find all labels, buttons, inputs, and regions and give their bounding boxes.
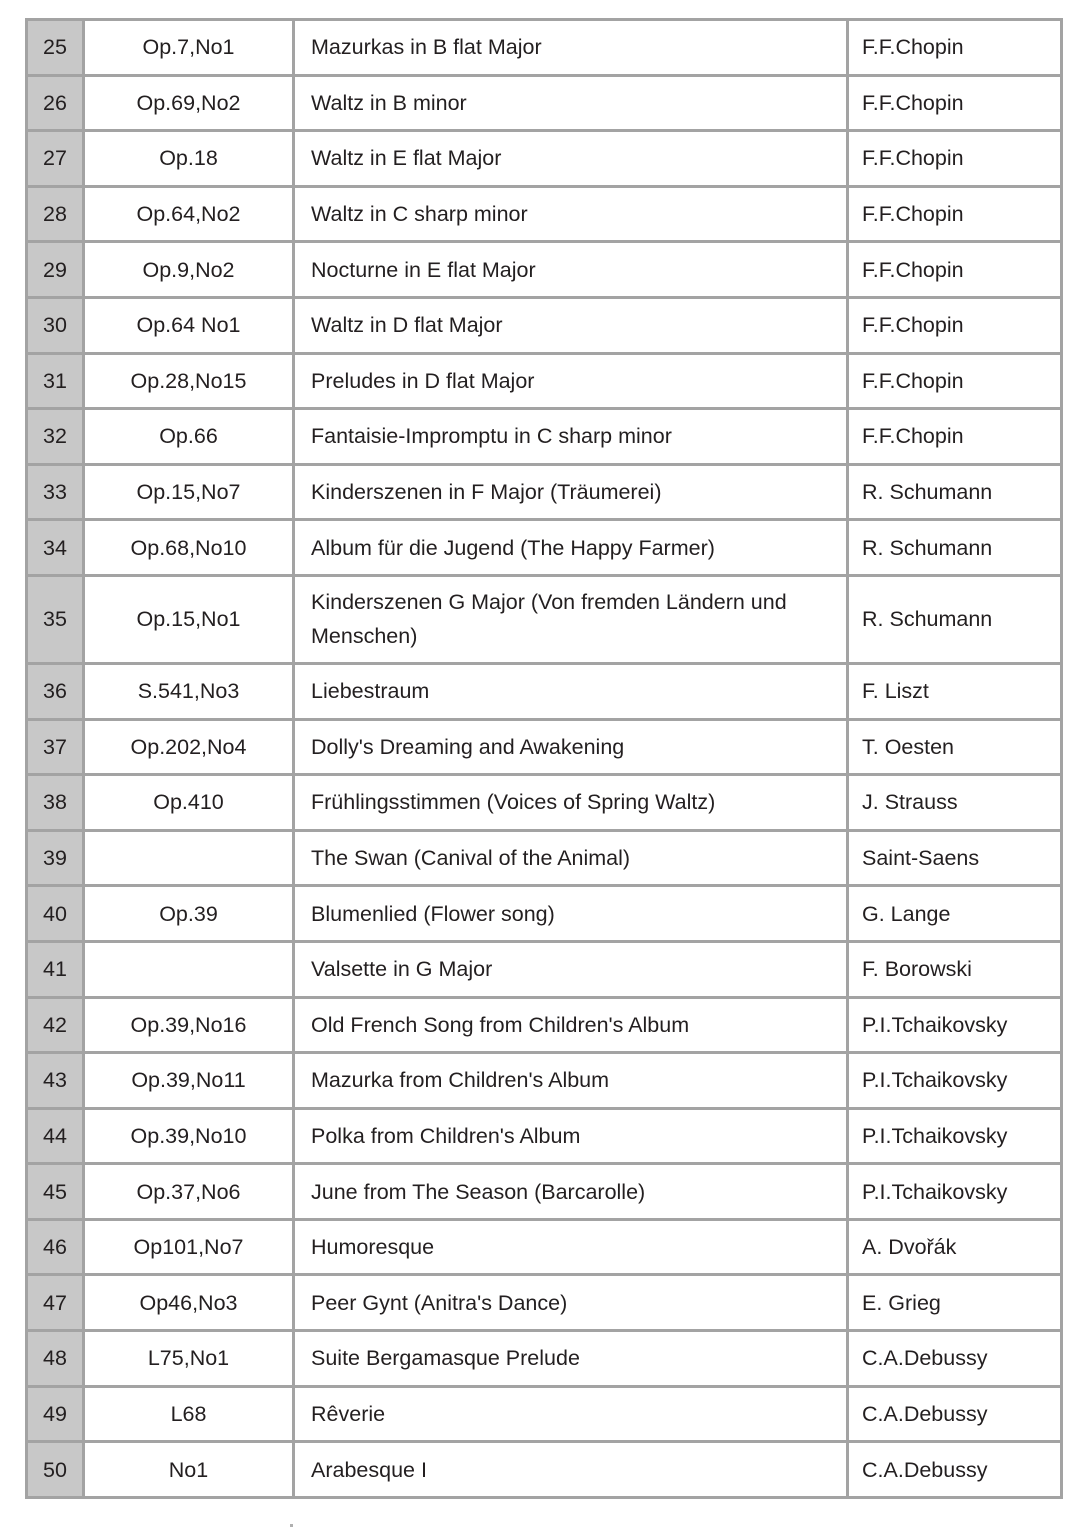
song-number: 29 bbox=[27, 242, 84, 298]
song-title: Waltz in C sharp minor bbox=[294, 186, 848, 242]
song-number: 39 bbox=[27, 830, 84, 886]
composer: F. Borowski bbox=[848, 941, 1062, 997]
song-title: Humoresque bbox=[294, 1219, 848, 1275]
table-row bbox=[27, 297, 1062, 353]
composer: F.F.Chopin bbox=[848, 131, 1062, 187]
opus-number: Op.9,No2 bbox=[84, 242, 294, 298]
composer: F.F.Chopin bbox=[848, 75, 1062, 131]
composer: F.F.Chopin bbox=[848, 242, 1062, 298]
table-row bbox=[27, 409, 1062, 465]
table-row bbox=[27, 1219, 1062, 1275]
table-row bbox=[27, 575, 1062, 663]
song-number: 44 bbox=[27, 1108, 84, 1164]
opus-number: Op.39,No11 bbox=[84, 1053, 294, 1109]
song-list-table bbox=[25, 18, 1063, 1499]
song-number: 31 bbox=[27, 353, 84, 409]
song-title: Mazurkas in B flat Major bbox=[294, 20, 848, 76]
opus-number: Op101,No7 bbox=[84, 1219, 294, 1275]
opus-number: Op.28,No15 bbox=[84, 353, 294, 409]
song-title: Fantaisie-Impromptu in C sharp minor bbox=[294, 409, 848, 465]
song-number: 30 bbox=[27, 297, 84, 353]
opus-number: Op.69,No2 bbox=[84, 75, 294, 131]
song-title: Nocturne in E flat Major bbox=[294, 242, 848, 298]
opus-number: Op46,No3 bbox=[84, 1275, 294, 1331]
opus-number: L75,No1 bbox=[84, 1331, 294, 1387]
song-number: 48 bbox=[27, 1331, 84, 1387]
composer: P.I.Tchaikovsky bbox=[848, 1053, 1062, 1109]
table-row bbox=[27, 242, 1062, 298]
song-title: Mazurka from Children's Album bbox=[294, 1053, 848, 1109]
song-number: 41 bbox=[27, 941, 84, 997]
opus-number: Op.37,No6 bbox=[84, 1164, 294, 1220]
song-number: 25 bbox=[27, 20, 84, 76]
table-row bbox=[27, 886, 1062, 942]
opus-number: Op.18 bbox=[84, 131, 294, 187]
song-number: 28 bbox=[27, 186, 84, 242]
composer: C.A.Debussy bbox=[848, 1386, 1062, 1442]
composer: F.F.Chopin bbox=[848, 297, 1062, 353]
song-title: Valsette in G Major bbox=[294, 941, 848, 997]
table-row bbox=[27, 1386, 1062, 1442]
composer: P.I.Tchaikovsky bbox=[848, 997, 1062, 1053]
song-title: Preludes in D flat Major bbox=[294, 353, 848, 409]
song-title: Liebestraum bbox=[294, 663, 848, 719]
song-number: 42 bbox=[27, 997, 84, 1053]
composer: Saint-Saens bbox=[848, 830, 1062, 886]
composer: J. Strauss bbox=[848, 775, 1062, 831]
song-number: 36 bbox=[27, 663, 84, 719]
song-title: Waltz in E flat Major bbox=[294, 131, 848, 187]
table-row bbox=[27, 1053, 1062, 1109]
table-row bbox=[27, 131, 1062, 187]
opus-number: Op.39,No10 bbox=[84, 1108, 294, 1164]
composer: A. Dvořák bbox=[848, 1219, 1062, 1275]
song-number: 34 bbox=[27, 520, 84, 576]
song-title: Waltz in B minor bbox=[294, 75, 848, 131]
song-number: 37 bbox=[27, 719, 84, 775]
composer: T. Oesten bbox=[848, 719, 1062, 775]
composer: P.I.Tchaikovsky bbox=[848, 1164, 1062, 1220]
table-row bbox=[27, 1164, 1062, 1220]
song-number: 50 bbox=[27, 1442, 84, 1498]
song-title: Suite Bergamasque Prelude bbox=[294, 1331, 848, 1387]
composer: C.A.Debussy bbox=[848, 1442, 1062, 1498]
table-row bbox=[27, 1275, 1062, 1331]
composer: F.F.Chopin bbox=[848, 353, 1062, 409]
song-list-body bbox=[27, 20, 1062, 1498]
composer: R. Schumann bbox=[848, 520, 1062, 576]
song-number: 43 bbox=[27, 1053, 84, 1109]
song-number: 46 bbox=[27, 1219, 84, 1275]
song-title: Album für die Jugend (The Happy Farmer) bbox=[294, 520, 848, 576]
song-title: Dolly's Dreaming and Awakening bbox=[294, 719, 848, 775]
opus-number: Op.64,No2 bbox=[84, 186, 294, 242]
song-title: Kinderszenen G Major (Von fremden Ländern und Menschen) bbox=[294, 575, 848, 663]
song-number: 47 bbox=[27, 1275, 84, 1331]
composer: G. Lange bbox=[848, 886, 1062, 942]
opus-number: Op.410 bbox=[84, 775, 294, 831]
opus-number: Op.15,No1 bbox=[84, 575, 294, 663]
song-title: Frühlingsstimmen (Voices of Spring Waltz) bbox=[294, 775, 848, 831]
song-title: Waltz in D flat Major bbox=[294, 297, 848, 353]
table-row bbox=[27, 663, 1062, 719]
opus-number: Op.7,No1 bbox=[84, 20, 294, 76]
opus-number: No1 bbox=[84, 1442, 294, 1498]
song-number: 26 bbox=[27, 75, 84, 131]
stray-dot bbox=[290, 1524, 293, 1527]
opus-number: Op.202,No4 bbox=[84, 719, 294, 775]
table-row bbox=[27, 1331, 1062, 1387]
song-number: 35 bbox=[27, 575, 84, 663]
table-row bbox=[27, 353, 1062, 409]
song-title: Peer Gynt (Anitra's Dance) bbox=[294, 1275, 848, 1331]
table-row bbox=[27, 75, 1062, 131]
table-row bbox=[27, 20, 1062, 76]
opus-number: Op.15,No7 bbox=[84, 464, 294, 520]
composer: F.F.Chopin bbox=[848, 20, 1062, 76]
song-number: 49 bbox=[27, 1386, 84, 1442]
song-title: Old French Song from Children's Album bbox=[294, 997, 848, 1053]
opus-number: L68 bbox=[84, 1386, 294, 1442]
composer: R. Schumann bbox=[848, 464, 1062, 520]
song-title: The Swan (Canival of the Animal) bbox=[294, 830, 848, 886]
composer: C.A.Debussy bbox=[848, 1331, 1062, 1387]
song-number: 45 bbox=[27, 1164, 84, 1220]
song-number: 38 bbox=[27, 775, 84, 831]
opus-number bbox=[84, 830, 294, 886]
table-row bbox=[27, 1442, 1062, 1498]
song-title: Arabesque I bbox=[294, 1442, 848, 1498]
song-title: Polka from Children's Album bbox=[294, 1108, 848, 1164]
table-row bbox=[27, 1108, 1062, 1164]
table-row bbox=[27, 941, 1062, 997]
table-row bbox=[27, 186, 1062, 242]
composer: F.F.Chopin bbox=[848, 186, 1062, 242]
opus-number: Op.68,No10 bbox=[84, 520, 294, 576]
opus-number: Op.64 No1 bbox=[84, 297, 294, 353]
table-row bbox=[27, 719, 1062, 775]
opus-number: S.541,No3 bbox=[84, 663, 294, 719]
song-number: 32 bbox=[27, 409, 84, 465]
song-number: 40 bbox=[27, 886, 84, 942]
song-number: 33 bbox=[27, 464, 84, 520]
song-title: Blumenlied (Flower song) bbox=[294, 886, 848, 942]
table-row bbox=[27, 830, 1062, 886]
table-row bbox=[27, 464, 1062, 520]
table-row bbox=[27, 520, 1062, 576]
opus-number: Op.39,No16 bbox=[84, 997, 294, 1053]
composer: R. Schumann bbox=[848, 575, 1062, 663]
composer: P.I.Tchaikovsky bbox=[848, 1108, 1062, 1164]
composer: E. Grieg bbox=[848, 1275, 1062, 1331]
composer: F.F.Chopin bbox=[848, 409, 1062, 465]
composer: F. Liszt bbox=[848, 663, 1062, 719]
opus-number: Op.39 bbox=[84, 886, 294, 942]
song-number: 27 bbox=[27, 131, 84, 187]
opus-number: Op.66 bbox=[84, 409, 294, 465]
table-row bbox=[27, 997, 1062, 1053]
song-title: Kinderszenen in F Major (Träumerei) bbox=[294, 464, 848, 520]
song-title: June from The Season (Barcarolle) bbox=[294, 1164, 848, 1220]
table-row bbox=[27, 775, 1062, 831]
song-title: Rêverie bbox=[294, 1386, 848, 1442]
opus-number bbox=[84, 941, 294, 997]
